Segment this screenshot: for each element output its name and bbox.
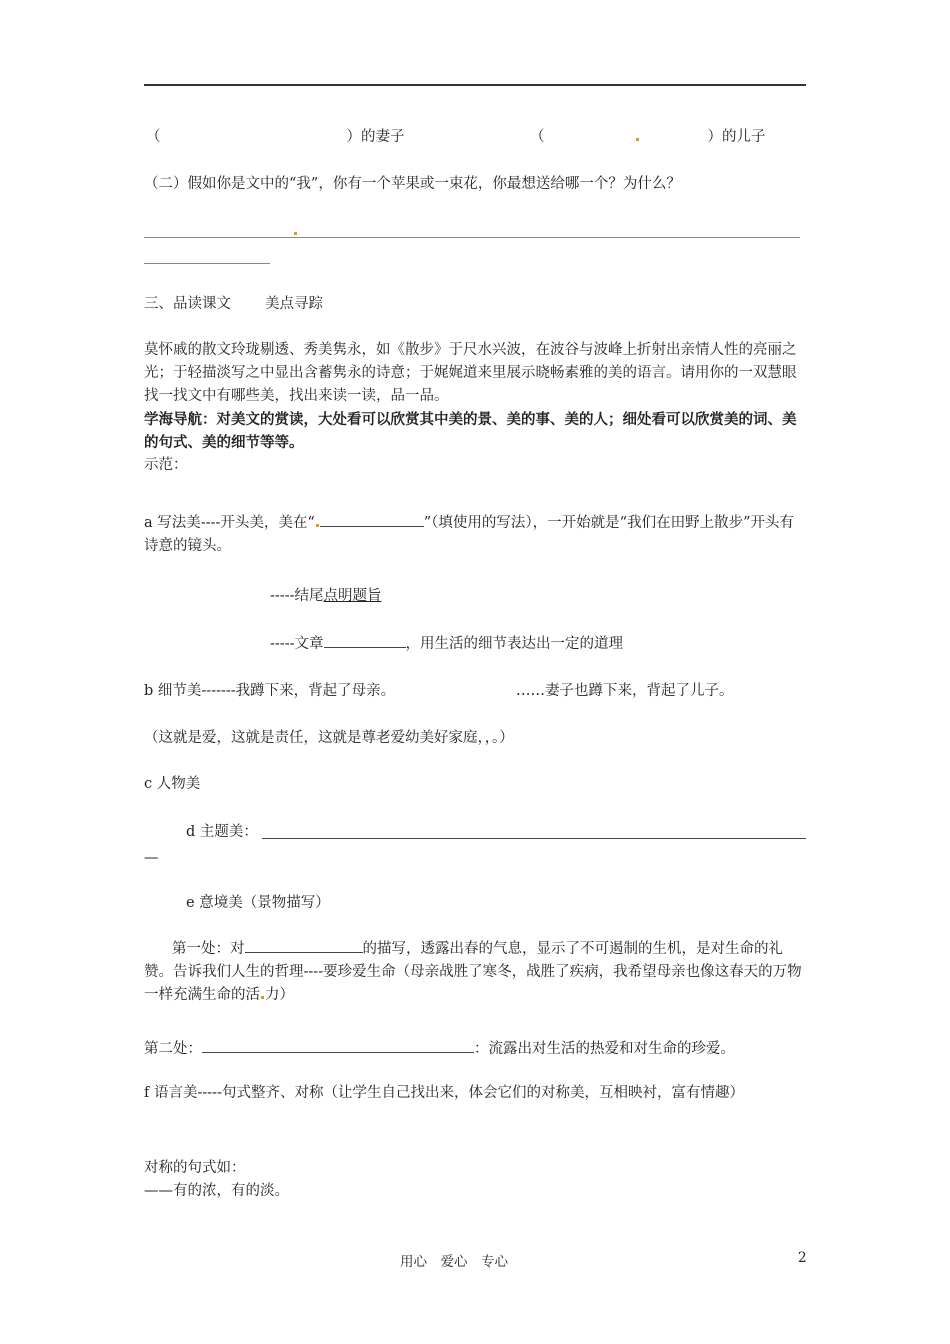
blank-field	[320, 512, 424, 527]
first-label: 第一处：对	[172, 941, 245, 957]
item-e-scenery: e 意境美（景物描写）	[186, 895, 330, 911]
item-e-second	[144, 1038, 735, 1059]
page-number: 2	[798, 1250, 807, 1266]
q1-open-paren: （	[146, 129, 161, 145]
ending-label: -----结尾	[270, 588, 324, 604]
item-a-text: a 写法美----开头美，美在“	[144, 515, 315, 531]
footer-motto: 用心 爱心 专心	[400, 1254, 508, 1270]
parenthetical-note: （这就是爱，这就是责任，这就是尊老爱幼美好家庭，，。）	[144, 730, 514, 746]
blank-field	[245, 938, 363, 953]
highlight-dot	[316, 524, 319, 527]
header-rule	[144, 84, 806, 86]
highlight-dot	[636, 138, 639, 141]
example-label: 示范：	[144, 457, 188, 473]
item-a-writing	[144, 512, 808, 558]
item-d-label: d 主题美：	[186, 824, 258, 840]
article-text: ，用生活的细节表达出一定的道理	[405, 636, 623, 652]
section-title: 三、品读课文	[144, 296, 231, 312]
study-guide-text: 学海导航：对美文的赏读，大处看可以欣赏其中美的景、美的事、美的人；细处看可以欣赏美的词、美的句式、美的细节等等。	[144, 411, 797, 451]
second-text: ：流露出对生活的热爱和对生命的珍爱。	[474, 1041, 735, 1057]
q1-son-label: ）的儿子	[707, 129, 766, 145]
item-e-first	[144, 938, 808, 1007]
q1-son-line	[530, 127, 766, 147]
symmetry-label: 对称的句式如：	[144, 1160, 246, 1176]
q1-wife-line	[146, 127, 405, 147]
item-f-language: f 语言美-----句式整齐、对称（让学生自己找出来，体会它们的对称美，互相映衬，富有情趣）	[144, 1085, 744, 1101]
section-heading	[144, 294, 323, 314]
item-b-detail-2: ……妻子也蹲下来，背起了儿子。	[516, 683, 734, 699]
intro-paragraph	[144, 339, 808, 477]
intro-text: 莫怀戚的散文玲珑剔透、秀美隽永，如《散步》于尺水兴波，在波谷与波峰上折射出亲情人性的亮丽之光；于轻描淡写之中显出含蓄隽永的诗意；于娓娓道来里展示晓畅素雅的美的语言。请用你的一双慧眼找一找文中有哪些美，找出来读一读，品一品。	[144, 342, 797, 404]
second-label: 第二处：	[144, 1041, 202, 1057]
article-label: -----文章	[270, 636, 324, 652]
highlight-dot	[294, 232, 297, 235]
answer-line-2	[144, 263, 270, 264]
item-a-ending	[270, 586, 382, 606]
section-subtitle: 美点寻踪	[265, 296, 323, 312]
symmetry-block	[144, 1157, 808, 1203]
answer-line-d	[262, 838, 806, 839]
q1-open-paren-2: （	[530, 129, 545, 145]
item-a-article	[270, 633, 623, 654]
q1-wife-label: ）的妻子	[346, 129, 405, 145]
answer-line-1	[144, 237, 800, 238]
item-d-tail: —	[144, 850, 159, 866]
item-c-character: c 人物美	[144, 776, 201, 792]
q2-question: （二）假如你是文中的“我”，你有一个苹果或一束花，你最想送给哪一个？为什么？	[144, 176, 681, 192]
item-a-text-2: ”（填使用的写法），一开始就是“我们在田野上散步”开头有诗意的镜头。	[144, 515, 795, 554]
symmetry-example: ——有的浓，有的淡。	[144, 1183, 289, 1199]
first-text: 的描写，透露出春的气息，显示了不可遏制的生机，是对生命的礼赞。告诉我们人生的哲理----要珍爱生命（母亲战胜了寒冬，战胜了疾病，我希望母亲也像这春天的万物一样充满生命的活	[144, 941, 802, 1003]
blank-field	[324, 633, 406, 648]
ending-answer: 点明题旨	[323, 588, 382, 604]
item-d-theme	[186, 822, 258, 842]
first-text-end: 力）	[265, 987, 294, 1003]
blank-field	[202, 1038, 474, 1053]
highlight-dot	[261, 996, 264, 999]
item-b-detail: b 细节美-------我蹲下来，背起了母亲。	[144, 683, 396, 699]
